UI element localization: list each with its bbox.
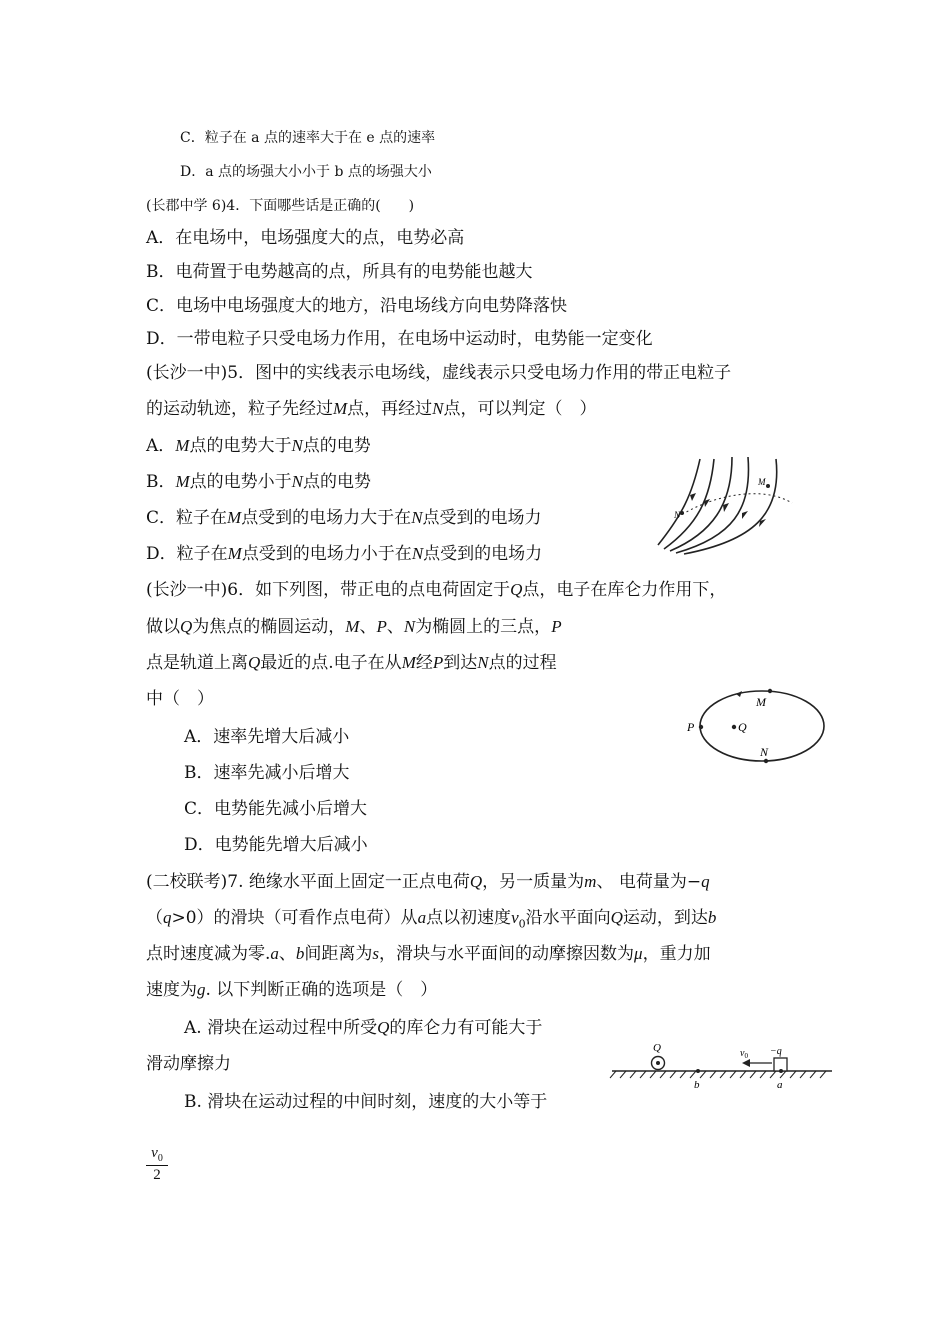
q7-stem-line1: (二校联考)7. 绝缘水平面上固定一正点电荷Q，另一质量为m、 电荷量为−q: [146, 872, 710, 892]
q6-option-c: C．电势能先减小后增大: [184, 799, 368, 819]
q3-option-c: C．粒子在 a 点的速率大于在 e 点的速率: [180, 130, 436, 146]
field-line-arrows: [690, 493, 766, 527]
q6-option-d: D．电势能先增大后减小: [184, 835, 368, 855]
point-n-dot: [680, 511, 684, 515]
q6-stem-line2: 做以Q为焦点的椭圆运动，M、P、N为椭圆上的三点，P: [146, 617, 562, 637]
q6-option-a: A．速率先增大后减小: [184, 727, 350, 747]
q3-option-d: D．a 点的场强大小小于 b 点的场强大小: [180, 164, 432, 180]
fraction-v0-over-2: $v_0$ 2: [146, 1145, 168, 1184]
point-a-dot: [779, 1069, 783, 1073]
q7-option-a-cont: 滑动摩擦力: [146, 1054, 231, 1074]
q6-stem-line3: 点是轨道上离Q最近的点.电子在从M经P到达N点的过程: [146, 653, 557, 673]
charge-center-dot: [656, 1061, 660, 1065]
label-n: N: [760, 745, 769, 759]
label-v0: $v_0$: [740, 1048, 748, 1060]
point-m-dot: [768, 689, 772, 693]
label-p: P: [687, 720, 695, 734]
q6-option-b: B．速率先减小后增大: [184, 763, 350, 783]
q5-option-d: D．粒子在M点受到的电场力小于在N点受到的电场力: [146, 544, 543, 564]
arrow-icon: [736, 691, 742, 697]
label-m: M: [756, 695, 766, 709]
field-line: [658, 459, 700, 545]
point-p-dot: [699, 725, 703, 729]
q5-option-a: A．M点的电势大于N点的电势: [146, 436, 371, 456]
q7-stem-line4: 速度为g. 以下判断正确的选项是（ ）: [146, 980, 438, 1000]
q7-option-b: B. 滑块在运动过程的中间时刻，速度的大小等于: [184, 1092, 548, 1112]
label-a: a: [777, 1079, 783, 1091]
arrow-icon: [723, 503, 729, 512]
q6-stem-line1: (长沙一中)6．如下列图，带正电的点电荷固定于Q点，电子在库仑力作用下，: [146, 580, 727, 600]
arrow-icon: [742, 511, 748, 519]
q4-stem: (长郡中学 6)4．下面哪些话是正确的( ): [146, 198, 415, 214]
q7-option-a: A. 滑块在运动过程中所受Q的库仑力有可能大于: [184, 1018, 543, 1038]
field-lines: [658, 457, 777, 554]
point-q-dot: [732, 725, 736, 729]
label-n: N: [674, 510, 681, 520]
label-minus-q: −q: [770, 1046, 782, 1057]
point-m-dot: [766, 484, 770, 488]
q7-surface-figure: [606, 1038, 836, 1094]
slider-block: [774, 1058, 787, 1071]
point-n-dot: [764, 759, 768, 763]
q4-option-b: B．电荷置于电势越高的点，所具有的电势能也越大: [146, 262, 533, 282]
surface-hatching: [610, 1071, 826, 1078]
point-b-dot: [696, 1069, 700, 1073]
label-m: M: [758, 477, 766, 487]
q5-field-line-figure: [652, 455, 802, 555]
q7-stem-line3: 点时速度减为零.a、b间距离为s，滑块与水平面间的动摩擦因数为μ，重力加: [146, 944, 711, 964]
label-b: b: [694, 1079, 700, 1091]
q7-stem-line2: （q>0）的滑块（可看作点电荷）从a点以初速度$v_0$沿水平面向Q运动，到达b: [146, 908, 717, 931]
particle-trajectory: [678, 494, 792, 517]
q5-option-b: B．M点的电势小于N点的电势: [146, 472, 372, 492]
label-q: Q: [653, 1042, 661, 1054]
label-q: Q: [738, 720, 747, 734]
q5-stem-line1: (长沙一中)5．图中的实线表示电场线，虚线表示只受电场力作用的带正电粒子: [146, 363, 732, 383]
q4-option-d: D．一带电粒子只受电场力作用，在电场中运动时，电势能一定变化: [146, 329, 653, 349]
q4-option-c: C．电场中电场强度大的地方，沿电场线方向电势降落快: [146, 296, 568, 316]
q5-stem-line2: 的运动轨迹，粒子先经过M点，再经过N点，可以判定（ ）: [146, 399, 597, 419]
q4-option-a: A．在电场中，电场强度大的点，电势必高: [146, 228, 465, 248]
arrow-icon: [690, 493, 696, 501]
q6-ellipse-figure: [682, 686, 830, 768]
q5-option-c: C．粒子在M点受到的电场力大于在N点受到的电场力: [146, 508, 542, 528]
q6-stem-line4: 中（ ）: [146, 689, 214, 709]
arrow-left-icon: [742, 1059, 750, 1067]
